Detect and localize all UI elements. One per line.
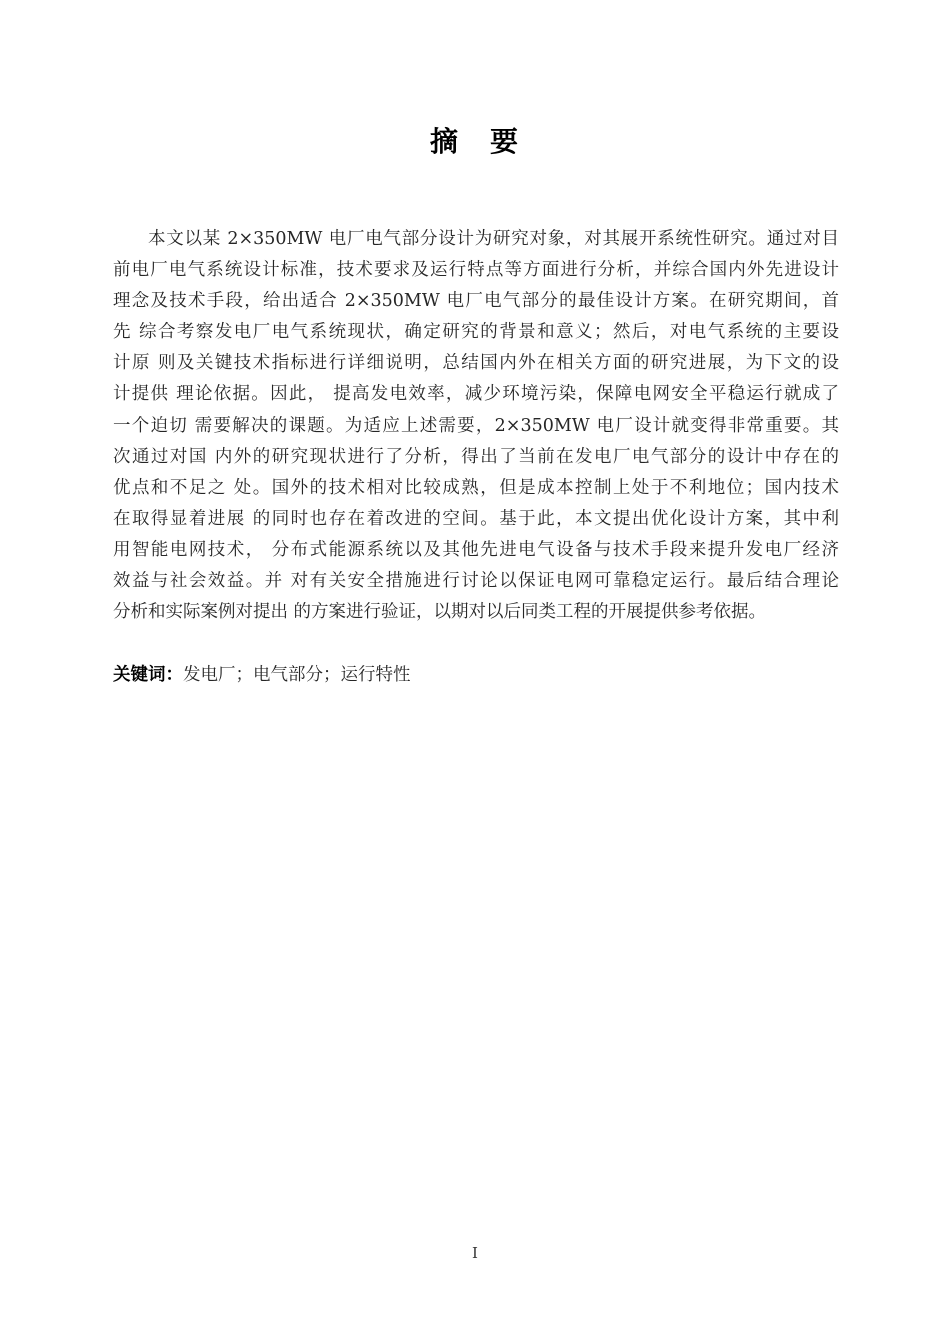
abstract-line: 用智能电网技术， 分布式能源系统以及其他先进电气设备与技术手段来提升发电厂经济 xyxy=(113,539,839,560)
abstract-line: 计提供 理论依据。因此， 提高发电效率，减少环境污染，保障电网安全平稳运行就成了 xyxy=(113,384,839,405)
page-number: I xyxy=(472,1244,478,1262)
abstract-paragraph xyxy=(113,224,839,628)
abstract-line: 前电厂电气系统设计标准，技术要求及运行特点等方面进行分析，并综合国内外先进设计 xyxy=(113,260,839,281)
abstract-line: 分析和实际案例对提出 的方案进行验证，以期对以后同类工程的开展提供参考依据。 xyxy=(113,602,767,623)
abstract-line: 先 综合考察发电厂电气系统现状，确定研究的背景和意义；然后，对电气系统的主要设 xyxy=(113,322,839,343)
keywords-line xyxy=(113,660,839,691)
abstract-line: 一个迫切 需要解决的课题。为适应上述需要，2×350MW 电厂设计就变得非常重要。其 xyxy=(113,415,839,436)
abstract-line: 在取得显着进展 的同时也存在着改进的空间。基于此，本文提出优化设计方案，其中利 xyxy=(113,508,839,529)
abstract-line: 次通过对国 内外的研究现状进行了分析，得出了当前在发电厂电气部分的设计中存在的 xyxy=(113,446,839,467)
abstract-line: 优点和不足之 处。国外的技术相对比较成熟，但是成本控制上处于不利地位；国内技术 xyxy=(113,477,839,498)
abstract-line: 计原 则及关键技术指标进行详细说明，总结国内外在相关方面的研究进展，为下文的设 xyxy=(113,353,839,374)
abstract-line: 理念及技术手段，给出适合 2×350MW 电厂电气部分的最佳设计方案。在研究期间，首 xyxy=(113,291,839,312)
abstract-line: 效益与社会效益。并 对有关安全措施进行讨论以保证电网可靠稳定运行。最后结合理论 xyxy=(113,571,839,592)
abstract-line: 本文以某 2×350MW 电厂电气部分设计为研究对象，对其展开系统性研究。通过对目 xyxy=(148,229,839,249)
keywords-text: 发电厂；电气部分；运行特性 xyxy=(183,665,411,685)
page-title: 摘 要 xyxy=(429,125,520,158)
keywords-label: 关键词： xyxy=(113,665,183,685)
